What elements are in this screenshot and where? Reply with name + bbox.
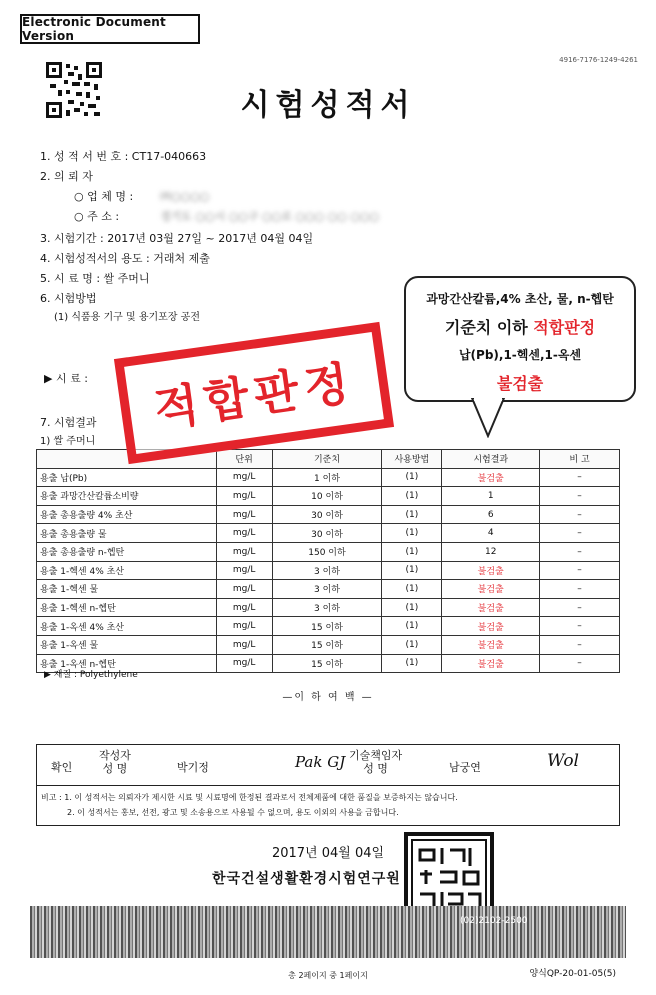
row-note: – [540, 468, 620, 487]
author-label: 작성자 [99, 749, 131, 762]
table-row [37, 505, 620, 524]
form-code: 양식QP-20-01-05(5) [529, 969, 616, 979]
header-unit: 단위 [216, 450, 272, 469]
results-subheading: 1) 쌀 주머니 [40, 436, 96, 447]
manager-name-label: 성 명 [363, 762, 388, 775]
row-item: 용출 1-옥센 4% 초산 [37, 617, 217, 636]
row-limit: 3 이하 [272, 561, 382, 580]
row-limit: 1 이하 [272, 468, 382, 487]
table-row [37, 598, 620, 617]
row-result: 6 [442, 505, 540, 524]
row-method: (1) [382, 598, 442, 617]
footer-band [30, 906, 626, 958]
certificate-number: 1. 성 적 서 번 호 : CT17-040663 [40, 150, 207, 163]
footer-phone: (02)2102-2500 [460, 916, 528, 926]
issue-date: 2017년 04월 04일 [271, 846, 385, 861]
row-method: (1) [382, 635, 442, 654]
certificate-usage: 4. 시험성적서의 용도 : 거래처 제출 [40, 252, 210, 265]
row-item: 용출 납(Pb) [37, 468, 217, 487]
row-result: 불검출 [442, 561, 540, 580]
row-item: 용출 과망간산칼륨소비량 [37, 487, 217, 506]
table-row [37, 487, 620, 506]
row-unit: mg/L [216, 487, 272, 506]
manager-signature: Wol [547, 751, 579, 771]
row-unit: mg/L [216, 635, 272, 654]
row-limit: 15 이하 [272, 635, 382, 654]
note-1: 비고 : 1. 이 성적서는 의뢰자가 제시한 시료 및 시료명에 한정된 결과로서 전체제품에 대한 품질을 보증하지는 않습니다. [41, 793, 458, 802]
document-id: 4916-7176-1249-4261 [559, 56, 638, 64]
company-label: ○ 업 체 명 : [74, 190, 134, 203]
row-limit: 15 이하 [272, 617, 382, 636]
row-result: 12 [442, 542, 540, 561]
document-title: 시험성적서 [240, 88, 416, 123]
table-row [37, 524, 620, 543]
table-row [37, 542, 620, 561]
table-row [37, 580, 620, 599]
row-method: (1) [382, 468, 442, 487]
approval-stamp: 적합판정 [114, 322, 394, 464]
test-method-detail: (1) 식품용 기구 및 용기포장 공전 [54, 312, 200, 323]
row-unit: mg/L [216, 468, 272, 487]
client-heading: 2. 의 뢰 자 [40, 170, 93, 183]
row-unit: mg/L [216, 580, 272, 599]
callout-line-1: 과망간산칼륨,4% 초산, 물, n-헵탄 [426, 292, 614, 306]
row-item: 용출 1-옥센 n-헵탄 [37, 654, 217, 673]
row-method: (1) [382, 487, 442, 506]
confirm-label: 확인 [51, 761, 73, 774]
results-table [36, 449, 620, 673]
row-unit: mg/L [216, 617, 272, 636]
callout-line-3: 납(Pb),1-헥센,1-옥센 [458, 348, 582, 362]
row-result: 불검출 [442, 635, 540, 654]
row-limit: 10 이하 [272, 487, 382, 506]
row-note: – [540, 524, 620, 543]
row-limit: 150 이하 [272, 542, 382, 561]
test-method-heading: 6. 시험방법 [40, 292, 97, 305]
author-name-label: 성 명 [102, 762, 128, 775]
callout-line-2-text: 기준치 이하 [444, 318, 534, 337]
row-item: 용출 총용출량 물 [37, 524, 217, 543]
institute-name: 한국건설생활환경시험연구원 [212, 871, 401, 887]
callout-bubble [404, 276, 636, 402]
row-method: (1) [382, 561, 442, 580]
table-header-row [37, 450, 620, 469]
end-of-document-mark: —이 하 여 백 — [282, 692, 374, 703]
author-signature: Pak GJ [295, 753, 346, 771]
row-result: 불검출 [442, 580, 540, 599]
row-method: (1) [382, 505, 442, 524]
row-result: 불검출 [442, 598, 540, 617]
row-limit: 3 이하 [272, 580, 382, 599]
test-period: 3. 시험기간 : 2017년 03월 27일 ~ 2017년 04월 04일 [40, 232, 314, 245]
electronic-document-badge: Electronic Document Version [20, 14, 200, 44]
note-2: 2. 이 성적서는 홍보, 선전, 광고 및 소송용으로 사용될 수 없으며, 용도 이외의 사용을 금합니다. [67, 808, 399, 817]
company-value: ㈜○○○○ [160, 190, 210, 203]
row-unit: mg/L [216, 598, 272, 617]
callout-line-2-highlight: 적합판정 [533, 318, 596, 337]
author-name: 박기정 [177, 761, 209, 774]
callout-line-2 [406, 315, 634, 338]
signature-block [36, 744, 620, 786]
material-note: ▶ 재질 : Polyethylene [44, 670, 138, 680]
row-result: 불검출 [442, 468, 540, 487]
row-unit: mg/L [216, 561, 272, 580]
table-row [37, 617, 620, 636]
table-row [37, 635, 620, 654]
header-note: 비 고 [540, 450, 620, 469]
sample-label: ▶ 시 료 : [44, 372, 88, 385]
row-item: 용출 1-헥센 물 [37, 580, 217, 599]
row-method: (1) [382, 524, 442, 543]
header-result: 시험결과 [442, 450, 540, 469]
row-note: – [540, 561, 620, 580]
row-item: 용출 1-헥센 n-헵탄 [37, 598, 217, 617]
row-result: 불검출 [442, 617, 540, 636]
row-limit: 15 이하 [272, 654, 382, 673]
results-heading: 7. 시험결과 [40, 416, 97, 429]
row-item: 용출 총용출량 4% 초산 [37, 505, 217, 524]
row-item: 용출 1-헥센 4% 초산 [37, 561, 217, 580]
row-result: 4 [442, 524, 540, 543]
row-method: (1) [382, 617, 442, 636]
row-method: (1) [382, 542, 442, 561]
row-method: (1) [382, 654, 442, 673]
row-limit: 30 이하 [272, 505, 382, 524]
row-limit: 30 이하 [272, 524, 382, 543]
row-note: – [540, 598, 620, 617]
row-item: 용출 총용출량 n-헵탄 [37, 542, 217, 561]
address-value: 경기도 ○○시 ○○구 ○○로 ○○○ ○○ ○○○ [160, 210, 380, 223]
callout-tail-icon [470, 398, 514, 438]
row-unit: mg/L [216, 524, 272, 543]
row-note: – [540, 580, 620, 599]
row-item: 용출 1-옥센 물 [37, 635, 217, 654]
callout-line-4: 불검출 [496, 374, 544, 393]
row-limit: 3 이하 [272, 598, 382, 617]
header-limit: 기준치 [272, 450, 382, 469]
row-note: – [540, 654, 620, 673]
row-unit: mg/L [216, 505, 272, 524]
page-info: 총 2페이지 중 1페이지 [288, 971, 368, 980]
sample-name: 5. 시 료 명 : 쌀 주머니 [40, 272, 150, 285]
manager-name: 남궁연 [449, 761, 481, 774]
row-note: – [540, 617, 620, 636]
row-note: – [540, 542, 620, 561]
row-method: (1) [382, 580, 442, 599]
table-row [37, 468, 620, 487]
row-result: 불검출 [442, 654, 540, 673]
header-method: 사용방법 [382, 450, 442, 469]
row-result: 1 [442, 487, 540, 506]
table-row [37, 561, 620, 580]
row-note: – [540, 635, 620, 654]
manager-label: 기술책임자 [349, 749, 403, 762]
row-note: – [540, 505, 620, 524]
row-unit: mg/L [216, 542, 272, 561]
notes-block [36, 786, 620, 826]
row-unit: mg/L [216, 654, 272, 673]
address-label: ○ 주 소 : [74, 210, 120, 223]
row-note: – [540, 487, 620, 506]
